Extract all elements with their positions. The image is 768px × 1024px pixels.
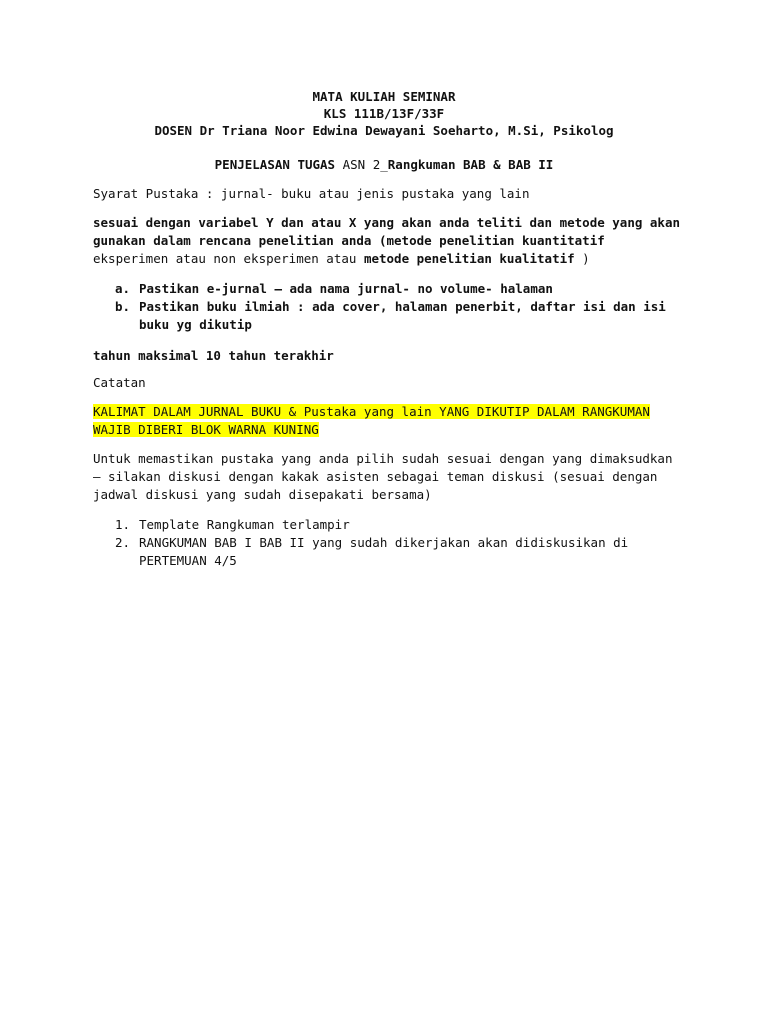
highlighted-text: KALIMAT DALAM JURNAL BUKU & Pustaka yang lain YANG DIKUTIP DALAM RANGKUMAN WAJIB DIBERI BLOK WARNA KUNING <box>93 404 650 437</box>
list-marker: a. <box>115 281 131 296</box>
course-header <box>0 88 768 139</box>
task-title-code: ASN 2_ <box>335 157 388 172</box>
list-item-text: Template Rangkuman terlampir <box>139 517 350 532</box>
discussion-paragraph: Untuk memastikan pustaka yang anda pilih sudah sesuai dengan yang dimaksudkan – silakan diskusi dengan kakak asisten sebagai teman diskusi (sesuai dengan jadwal diskusi yang sudah disepakati bersama) <box>93 451 673 502</box>
list-marker: 2. <box>115 535 131 550</box>
sesuai-normal: eksperimen atau non eksperimen atau <box>93 251 364 266</box>
list-item <box>93 516 683 534</box>
list-marker: b. <box>115 299 131 314</box>
class-codes: KLS 111B/13F/33F <box>323 106 445 121</box>
list-marker: 1. <box>115 517 131 532</box>
syarat-pustaka: Syarat Pustaka : jurnal- buku atau jenis pustaka yang lain <box>93 186 530 201</box>
course-title: MATA KULIAH SEMINAR <box>312 89 456 104</box>
sesuai-bold-2: metode penelitian kualitatif <box>363 251 575 266</box>
list-item <box>93 534 683 570</box>
sesuai-paragraph <box>93 214 683 268</box>
requirements-list <box>93 280 683 334</box>
task-title <box>0 156 768 174</box>
list-item-text: RANGKUMAN BAB I BAB II yang sudah dikerjakan akan didiskusikan di PERTEMUAN 4/5 <box>139 535 629 568</box>
sesuai-bold: sesuai dengan variabel Y dan atau X yang akan anda teliti dan metode yang akan gunakan dalam rencana penelitian anda (metode penelitian kuantitatif <box>93 215 680 248</box>
task-title-subject: Rangkuman BAB & BAB II <box>387 157 554 172</box>
numbered-list <box>93 516 683 570</box>
list-item <box>93 298 683 334</box>
list-item-text: Pastikan buku ilmiah : ada cover, halaman penerbit, daftar isi dan isi buku yg dikutip <box>139 299 666 332</box>
sesuai-normal-2: ) <box>574 251 590 266</box>
year-limit: tahun maksimal 10 tahun terakhir <box>93 348 334 363</box>
notes-label: Catatan <box>93 375 146 390</box>
list-item-text: Pastikan e-jurnal – ada nama jurnal- no volume- halaman <box>139 281 553 296</box>
list-item <box>93 280 683 298</box>
highlight-note <box>93 403 683 439</box>
lecturer-name: DOSEN Dr Triana Noor Edwina Dewayani Soeharto, M.Si, Psikolog <box>154 123 614 138</box>
task-title-bold: PENJELASAN TUGAS <box>214 157 336 172</box>
